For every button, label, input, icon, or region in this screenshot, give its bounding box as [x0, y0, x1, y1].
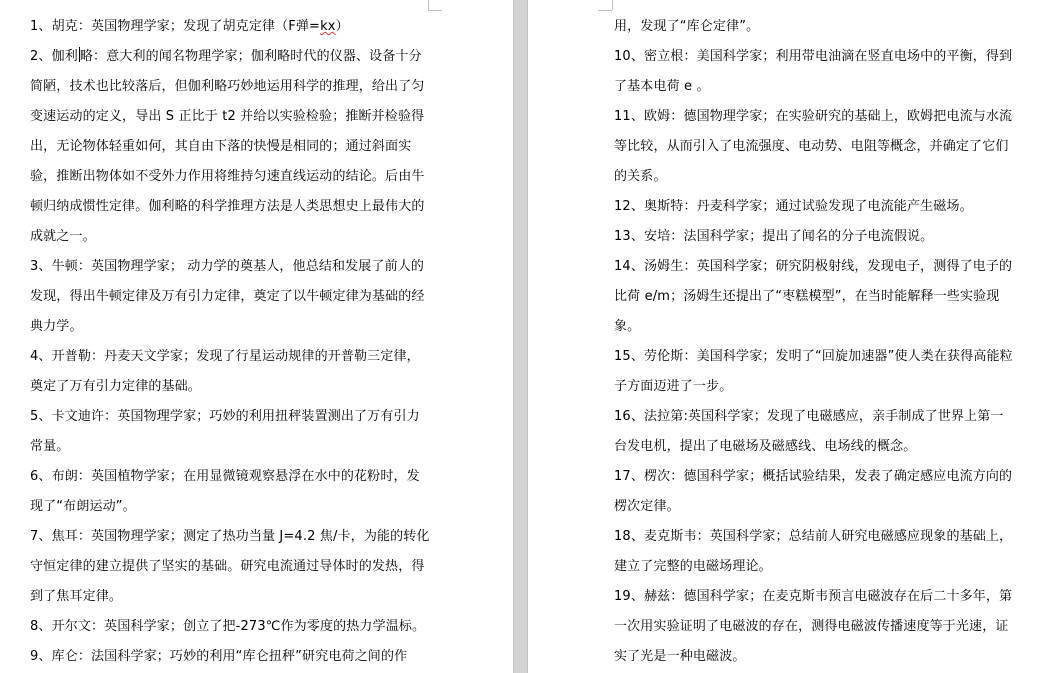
paragraph-2[interactable]: 2、伽利 略：意大利的闻名物理学家；伽利略时代的仪器、设备十分简陋，技术也比较落后，但伽利略巧妙地运用科学的推理，给出了匀变速运动的定义，导出 S 正比于 t2 并给以实验检验；推断并检验得出，无论物体轻重如何，其自由下落的快慢是相同的；通过斜面实验，推断出物体如不受外力作用将维持匀速直线运动的结论。后由牛顿归纳成惯性定律。伽利略的科学推理方法是人类思想史上最伟大的成就之一。 [30, 49, 425, 244]
paragraph-18[interactable]: 18、麦克斯韦：英国科学家；总结前人研究电磁感应现象的基础上，建立了完整的电磁场理论。 [614, 529, 1013, 574]
margin-corner-mark [428, 10, 442, 11]
paragraph-10[interactable]: 10、密立根：美国科学家；利用带电油滴在竖直电场中的平衡，得到了基本电荷 e 。 [614, 49, 1013, 94]
spellcheck-underlined-word: kx [320, 19, 336, 34]
paragraph-5[interactable]: 5、卡文迪许：英国物理学家；巧妙的利用扭秤装置测出了万有引力常量。 [30, 409, 420, 454]
paragraph-11[interactable]: 11、欧姆：德国物理学家；在实验研究的基础上，欧姆把电流与水流等比较，从而引入了电流强度、电动势、电阻等概念，并确定了它们的关系。 [614, 109, 1013, 184]
paragraph-16[interactable]: 16、法拉第:英国科学家；发现了电磁感应，亲手制成了世界上第一台发电机，提出了电磁场及磁感线、电场线的概念。 [614, 409, 1004, 454]
margin-corner-mark [428, 0, 429, 10]
document-page-left[interactable] [0, 0, 513, 673]
paragraph-9[interactable]: 9、库仑：法国科学家；巧妙的利用“库仑扭秤”研究电荷之间的作 [30, 649, 408, 664]
paragraph-13[interactable]: 13、安培：法国科学家；提出了闻名的分子电流假说。 [614, 229, 934, 244]
document-page-right[interactable] [528, 0, 1050, 673]
paragraph-12[interactable]: 12、奥斯特：丹麦科学家；通过试验发现了电流能产生磁场。 [614, 199, 973, 214]
paragraph-7[interactable]: 7、焦耳：英国物理学家；测定了热功当量 J=4.2 焦/卡，为能的转化守恒定律的建立提供了坚实的基础。研究电流通过导体时的发热，得到了焦耳定律。 [30, 529, 430, 604]
margin-corner-mark [598, 10, 612, 11]
paragraph-4[interactable]: 4、开普勒：丹麦天文学家；发现了行星运动规律的开普勒三定律，奠定了万有引力定律的基础。 [30, 349, 420, 394]
paragraph-6[interactable]: 6、布朗：英国植物学家；在用显微镜观察悬浮在水中的花粉时，发现了“布朗运动”。 [30, 469, 420, 514]
paragraph-17[interactable]: 17、楞次：德国科学家；概括试验结果，发表了确定感应电流方向的楞次定律。 [614, 469, 1013, 514]
paragraph-1[interactable]: 1、胡克：英国物理学家；发现了胡克定律（F弹=kx） [30, 19, 349, 34]
paragraph-15[interactable]: 15、劳伦斯：美国科学家；发明了“回旋加速器”使人类在获得高能粒子方面迈进了一步。 [614, 349, 1013, 394]
paragraph-14[interactable]: 14、汤姆生：英国科学家；研究阴极射线，发现电子，测得了电子的比荷 e/m；汤姆生还提出了“枣糕模型”，在当时能解释一些实验现象。 [614, 259, 1013, 334]
margin-corner-mark [612, 0, 613, 10]
paragraph-19[interactable]: 19、赫兹：德国科学家；在麦克斯韦预言电磁波存在后二十多年，第一次用实验证明了电磁波的存在，测得电磁波传播速度等于光速，证实了光是一种电磁波。 [614, 589, 1013, 664]
paragraph-9-continued[interactable]: 用，发现了“库仑定律”。 [614, 19, 760, 34]
page-gutter [513, 0, 528, 673]
text-column[interactable] [614, 12, 1014, 672]
text-column[interactable] [30, 12, 430, 672]
paragraph-8[interactable]: 8、开尔文：英国科学家；创立了把-273℃作为零度的热力学温标。 [30, 619, 426, 634]
paragraph-3[interactable]: 3、牛顿：英国物理学家； 动力学的奠基人，他总结和发展了前人的发现，得出牛顿定律及万有引力定律，奠定了以牛顿定律为基础的经典力学。 [30, 259, 425, 334]
